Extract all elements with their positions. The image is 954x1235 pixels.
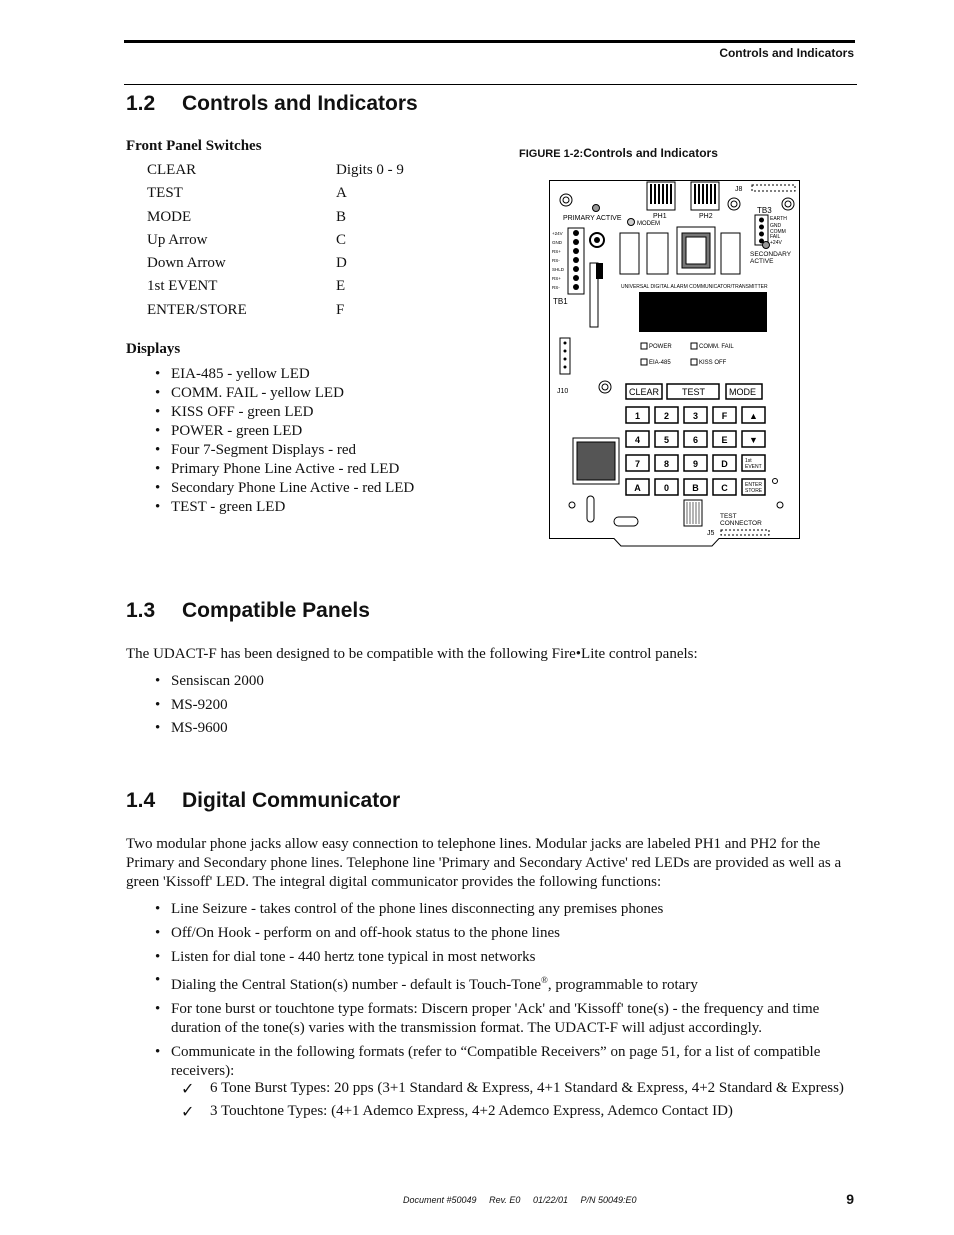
svg-text:0: 0: [663, 483, 670, 493]
keypad-key: [626, 407, 649, 423]
running-header: Controls and Indicators: [719, 46, 854, 60]
secondary-active-label-2: ACTIVE: [750, 258, 774, 265]
kiss-off-led-label: KISS OFF: [699, 360, 727, 366]
svg-text:EVENT: EVENT: [745, 464, 762, 470]
keypad-key: [742, 407, 765, 423]
primary-active-label: PRIMARY ACTIVE: [563, 215, 622, 222]
page-number: 9: [846, 1191, 854, 1207]
svg-text:SHLD: SHLD: [552, 267, 565, 272]
list-item: • For tone burst or touchtone type formats: Discern proper 'Ack' and 'Kissoff' tone(s) - the frequency and time duration of the tone(s) varies with the transmission format. The UDACT-F will adjust accordingly.: [126, 1000, 856, 1038]
svg-text:5: 5: [663, 435, 670, 445]
svg-text:TEST: TEST: [682, 387, 706, 397]
section-1-2-heading: [126, 92, 418, 116]
front-panel-switches-heading: Front Panel Switches: [126, 138, 262, 154]
svg-text:EARTH: EARTH: [770, 216, 787, 222]
figure-title: Controls and Indicators: [583, 146, 718, 160]
svg-text:B: B: [692, 483, 699, 493]
keypad-key: [626, 431, 649, 447]
compatible-panels-intro: The UDACT-F has been designed to be compatible with the following Fire•Lite control panels:: [126, 646, 698, 662]
svg-text:1: 1: [634, 411, 641, 421]
list-item: • EIA-485 - yellow LED: [126, 365, 856, 384]
list-item: • MS-9600: [126, 719, 856, 738]
header-bottom-rule: [124, 84, 857, 85]
keypad-key: [626, 479, 649, 495]
compatible-panels-list: [126, 672, 856, 743]
eia485-led-label: EIA-485: [649, 360, 671, 366]
switch-key: F: [336, 301, 345, 318]
section-title: Digital Communicator: [182, 789, 401, 812]
switch-key: Digits 0 - 9: [336, 162, 404, 178]
keypad-key: [655, 431, 678, 447]
section-number: 1.3: [126, 599, 156, 622]
svg-text:C: C: [721, 483, 728, 493]
list-item: • COMM. FAIL - yellow LED: [126, 384, 856, 403]
seven-segment-display: [639, 292, 767, 332]
check-item: [126, 1102, 856, 1121]
keypad-key: [684, 407, 707, 423]
check-item: [126, 1079, 856, 1098]
displays-heading: Displays: [126, 341, 181, 357]
svg-text:A: A: [634, 483, 641, 493]
footer-document: Document #50049: [403, 1195, 477, 1205]
section-number: 1.2: [126, 92, 156, 115]
keypad-key: [742, 455, 765, 471]
primary-active-led: [593, 205, 600, 212]
tb3-label: TB3: [757, 206, 772, 215]
ph1-jack: [647, 182, 675, 210]
footer-date: 01/22/01: [532, 1195, 568, 1205]
switch-name: CLEAR: [147, 162, 197, 178]
registered-mark: ®: [541, 975, 548, 986]
j8-header: [752, 185, 795, 191]
secondary-active-led: [763, 242, 770, 249]
svg-text:8: 8: [663, 459, 670, 469]
switch-key: A: [336, 185, 347, 202]
list-item: • Four 7-Segment Displays - red: [126, 441, 856, 460]
list-item: • Primary Phone Line Active - red LED: [126, 460, 856, 479]
keypad-key: [713, 431, 736, 447]
svg-text:+24V: +24V: [552, 231, 563, 236]
dialing-text-end: , programmable to rotary: [547, 977, 698, 994]
section-title: Controls and Indicators: [182, 92, 418, 115]
svg-text:E: E: [721, 435, 728, 445]
secondary-active-label-1: SECONDARY: [750, 251, 792, 258]
keypad-key: [655, 479, 678, 495]
mount-hole-mid-left: [599, 381, 611, 393]
svg-text:7: 7: [634, 459, 641, 469]
svg-text:CLEAR: CLEAR: [629, 387, 660, 397]
list-item: • Listen for dial tone - 440 hertz tone typical in most networks: [126, 948, 856, 967]
svg-text:TEST: TEST: [720, 513, 737, 520]
svg-text:+24V: +24V: [770, 240, 782, 246]
svg-text:COMM: COMM: [770, 229, 786, 235]
keypad-grid: [626, 407, 765, 495]
j10-label: J10: [557, 388, 569, 395]
keypad-key: [626, 455, 649, 471]
switch-name: TEST: [147, 185, 183, 202]
svg-text:MODE: MODE: [729, 387, 756, 397]
header-top-rule: [124, 40, 855, 43]
mount-hole-top-right: [782, 198, 794, 210]
communicator-functions-list: [126, 900, 856, 1085]
power-led-label: POWER: [649, 344, 672, 350]
svg-text:FAIL: FAIL: [770, 234, 781, 240]
list-item: • KISS OFF - green LED: [126, 403, 856, 422]
check-icon: ✓: [181, 1102, 195, 1121]
svg-text:GND: GND: [770, 223, 782, 229]
keypad-key: [655, 407, 678, 423]
svg-text:D: D: [721, 459, 728, 469]
keypad-key: [742, 431, 765, 447]
svg-text:▲: ▲: [749, 411, 758, 421]
switch-name: MODE: [147, 208, 192, 225]
modem-label: MODEM: [637, 221, 660, 227]
switch-name: ENTER/STORE: [147, 301, 247, 318]
keypad-key: [713, 479, 736, 495]
tb1-label: TB1: [553, 297, 568, 306]
figure-number: FIGURE 1-2:: [519, 148, 584, 160]
svg-text:RS-: RS-: [552, 285, 560, 290]
j5-header: [721, 530, 769, 535]
section-number: 1.4: [126, 789, 156, 812]
ph2-label: PH2: [699, 213, 713, 220]
mount-hole-top-mid: [728, 198, 740, 210]
svg-text:2: 2: [663, 411, 670, 421]
svg-text:GND: GND: [552, 240, 562, 245]
dialing-text: Dialing the Central Station(s) number - default is Touch-Tone: [171, 977, 542, 994]
switch-key: B: [336, 208, 347, 225]
footer-rev: Rev. E0: [489, 1195, 521, 1205]
svg-text:RS+: RS+: [552, 249, 561, 254]
footer: [403, 1195, 647, 1205]
svg-text:RS-: RS-: [552, 258, 560, 263]
relay-3: [721, 233, 740, 274]
section-1-3-heading: [126, 599, 370, 623]
modem-led: [628, 219, 635, 226]
svg-text:3: 3: [692, 411, 699, 421]
digital-communicator-intro: Two modular phone jacks allow easy connection to telephone lines. Modular jacks are labeled PH1 and PH2 for the Primary and Secondary phone lines. Telephone line 'Primary and Secondary Active' red LEDs are provided as well as a green 'Kissoff' LED. The integral digital communicator provides the following functions:: [126, 836, 842, 890]
svg-text:4: 4: [634, 435, 641, 445]
formats-checklist: [126, 1079, 856, 1121]
keypad-key: [684, 455, 707, 471]
svg-text:F: F: [721, 411, 728, 421]
switch-name: Down Arrow: [147, 255, 226, 272]
list-item: • Off/On Hook - perform on and off-hook status to the phone lines: [126, 924, 856, 943]
svg-text:STORE: STORE: [745, 488, 763, 494]
footer-pn: P/N 50049:E0: [580, 1195, 637, 1205]
j8-label: J8: [735, 186, 743, 193]
svg-text:9: 9: [692, 459, 699, 469]
list-item: • Secondary Phone Line Active - red LED: [126, 479, 856, 498]
mount-hole-top-left: [560, 194, 572, 206]
keypad-key: [655, 455, 678, 471]
ph2-jack: [691, 182, 719, 210]
figure-caption: [519, 146, 718, 160]
switch-key: C: [336, 231, 347, 248]
list-item: • Sensiscan 2000: [126, 672, 856, 691]
list-item: [126, 971, 856, 995]
keypad-key: [684, 431, 707, 447]
svg-text:ENTER: ENTER: [745, 482, 762, 488]
list-item: • MS-9200: [126, 696, 856, 715]
relay-2: [647, 233, 668, 274]
svg-text:RS+: RS+: [552, 276, 561, 281]
universal-label: UNIVERSAL DIGITAL ALARM COMMUNICATOR/TRANSMITTER: [621, 284, 768, 290]
list-item: • Line Seizure - takes control of the phone lines disconnecting any premises phones: [126, 900, 856, 919]
keypad-key: [742, 479, 765, 495]
svg-text:▼: ▼: [749, 435, 758, 445]
relay-1: [620, 233, 639, 274]
check-icon: ✓: [181, 1079, 195, 1098]
section-title: Compatible Panels: [182, 599, 370, 622]
list-item: • POWER - green LED: [126, 422, 856, 441]
ph1-label: PH1: [653, 213, 667, 220]
svg-text:6: 6: [692, 435, 699, 445]
list-item: • TEST - green LED: [126, 498, 856, 517]
keypad-key: [713, 407, 736, 423]
switch-name: Up Arrow: [147, 231, 208, 248]
section-1-4-heading: [126, 789, 400, 813]
check-item-text: 6 Tone Burst Types: 20 pps (3+1 Standard & Express, 4+1 Standard & Express, 4+2 Standard & Express): [210, 1080, 844, 1096]
j5-label: J5: [707, 530, 715, 537]
list-item: • Communicate in the following formats (refer to “Compatible Receivers” on page 51, for a list of compatible receivers):: [126, 1043, 856, 1081]
keypad-key: [684, 479, 707, 495]
keypad-key: [713, 455, 736, 471]
switch-key: E: [336, 278, 346, 295]
check-item-text: 3 Touchtone Types: (4+1 Ademco Express, 4+2 Ademco Express, Ademco Contact ID): [210, 1103, 733, 1119]
comm-fail-led-label: COMM. FAIL: [699, 344, 734, 350]
udact-board-diagram: [549, 180, 801, 552]
svg-text:CONNECTOR: CONNECTOR: [720, 520, 762, 527]
svg-text:1st: 1st: [745, 458, 752, 464]
switch-key: D: [336, 255, 347, 272]
switch-name: 1st EVENT: [147, 278, 218, 295]
